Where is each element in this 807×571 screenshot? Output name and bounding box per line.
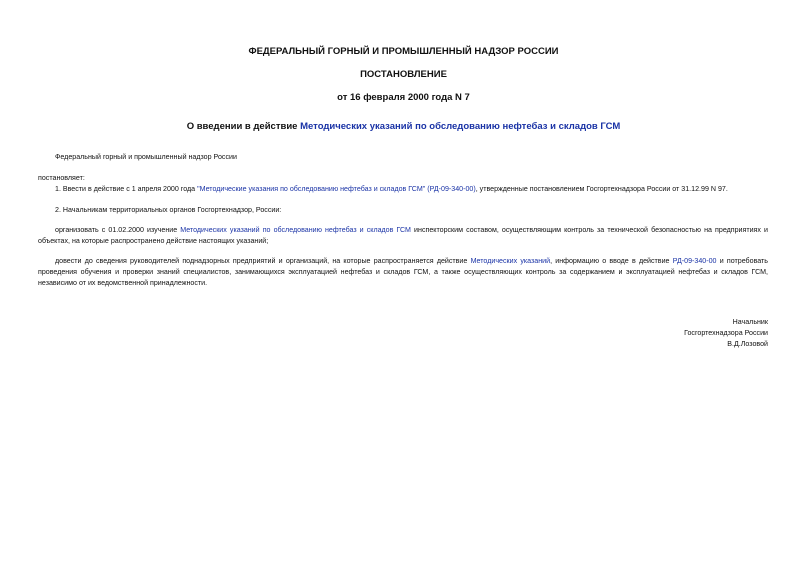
organize-text-b: инспекторским составом, осуществляющим контроль за технической безопасностью на предприятиях и объектах, на которые распространено действие настоящих указаний; [38,226,768,245]
document-type-heading: ПОСТАНОВЛЕНИЕ [360,69,447,80]
inform-text-c: и потребовать проведения обучения и проверки знаний специалистов, занимающихся эксплуатацией нефтебаз и складов ГСМ, а также осуществляющих контроль за содержанием и эксплуатацией нефтебаз и складов ГСМ, независимо от их ведомственной принадлежности. [38,257,768,287]
signature-position: Начальник [732,318,768,326]
title-prefix: О введении в действие [186,121,301,132]
item2-paragraph: 2. Начальникам территориальных органов Госгортехнадзор, России: [55,206,282,214]
organize-text-a: организовать с 01.02.2000 изучение [55,226,181,234]
inform-text-b: , информацию о вводе в действие [550,257,673,265]
organize-paragraph [38,225,768,247]
item1-link[interactable]: "Методические указания по обследованию нефтебаз и складов ГСМ" (РД-09-340-00) [197,185,476,193]
inform-paragraph [38,256,768,289]
intro-paragraph: Федеральный горный и промышленный надзор России [55,153,237,161]
organize-link[interactable]: Методических указаний по обследованию нефтебаз и складов ГСМ [180,226,411,234]
inform-text-a: довести до сведения руководителей поднадзорных предприятий и организаций, на которые распространяется действие [55,257,471,265]
signature-block [684,317,768,350]
document-date-heading: от 16 февраля 2000 года N 7 [337,92,470,103]
item1-text-b: , утвержденные постановлением Госгортехнадзора России от 31.12.99 N 97. [475,185,728,193]
document-title [0,121,807,132]
inform-link-guidelines[interactable]: Методических указаний [470,257,551,265]
signature-org: Госгортехнадзора России [684,329,768,337]
item1-text-a: 1. Ввести в действие с 1 апреля 2000 года [55,185,198,193]
inform-link-rd[interactable]: РД-09-340-00 [672,257,717,265]
signature-name: В.Д.Лозовой [727,340,768,348]
resolves-paragraph: постановляет: [38,174,85,182]
agency-heading: ФЕДЕРАЛЬНЫЙ ГОРНЫЙ И ПРОМЫШЛЕННЫЙ НАДЗОР РОССИИ [248,46,559,57]
item1-paragraph [55,184,768,195]
title-link[interactable]: Методических указаний по обследованию нефтебаз и складов ГСМ [300,121,621,132]
